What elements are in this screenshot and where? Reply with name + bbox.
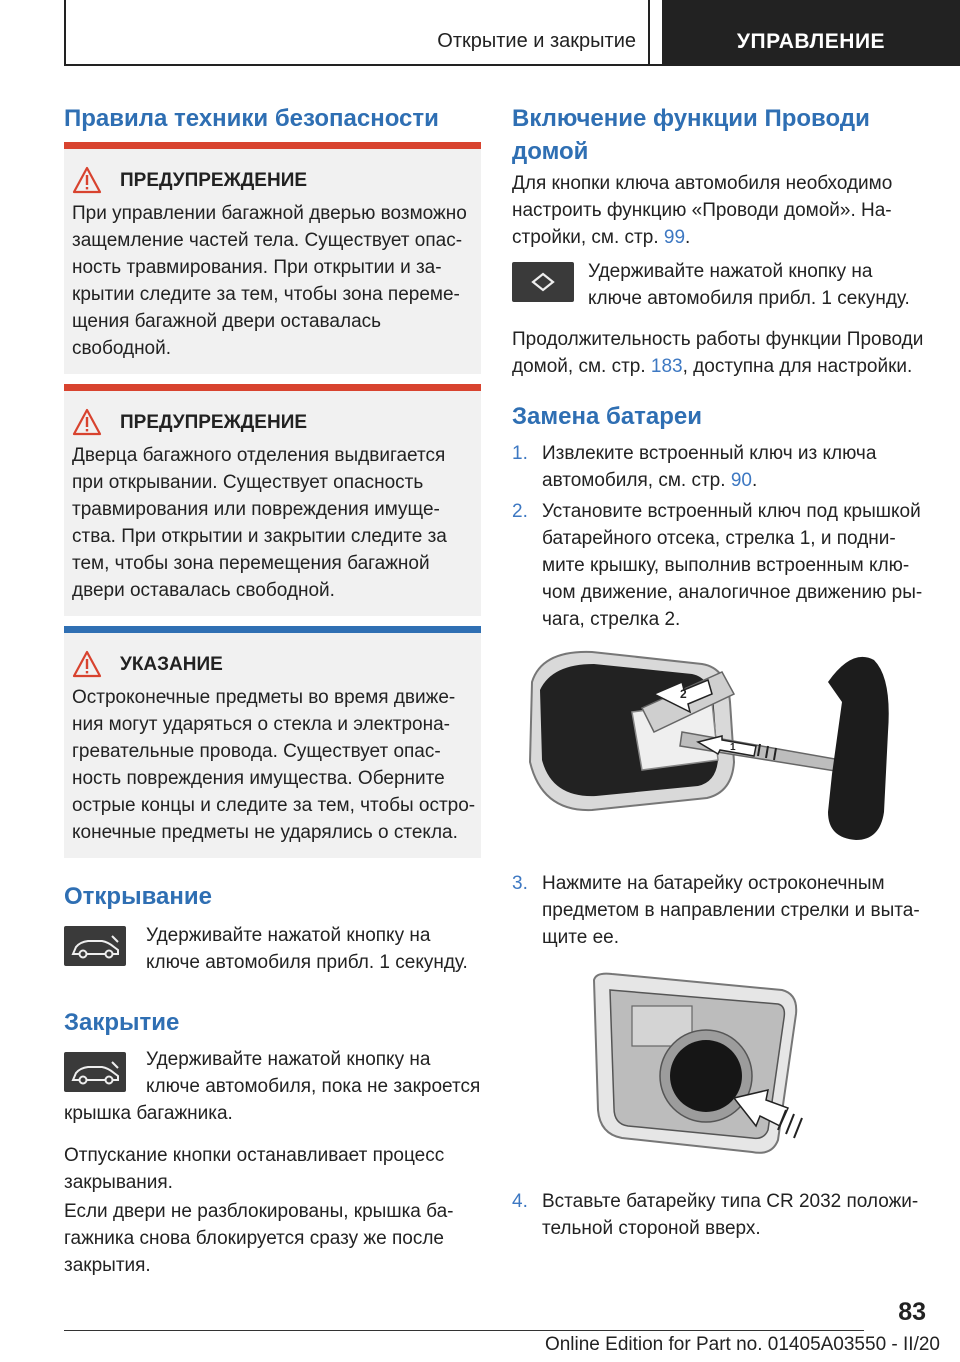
warning-triangle-icon [72,166,102,194]
page-link-183[interactable]: 183 [650,356,683,377]
closing-heading: Закрытие [64,1009,180,1036]
page-number: 83 [898,1298,926,1326]
closing-text: Удерживайте нажатой кнопку на ключе автомобиля, пока не закроется [146,1049,481,1097]
home-intro-text: Для кнопки ключа автомобиля необходимо настроить функцию «Проводи домой». На- стройки, см. стр. 99. [512,173,893,248]
car-trunk-close-icon [64,1052,126,1092]
battery-compartment-illustration [582,970,812,1160]
edition-text: Online Edition for Part no. 01405A03550 - II/20 [544,1334,940,1355]
warning-text: При управлении багажной дверью возможно защемление частей тела. Существует опас- ность травмирования. При открытии и за- крытии следите за тем, чтобы зона переме- щения багажной двери оставалась свободной. [72,203,467,359]
list-text: Нажмите на батарейку остроконечным предметом в направлении стрелки и выта- щите ее. [542,873,920,948]
header-chapter-title: УПРАВЛЕНИЕ [736,30,886,53]
car-trunk-open-icon [64,926,126,966]
list-number: 1. [512,443,528,464]
key-fob-lever-illustration [512,642,902,852]
warning-box-2 [64,384,481,616]
arrow-label: 2 [680,687,687,701]
closing-text-cont: крышка багажника. [64,1103,233,1124]
battery-heading: Замена батареи [512,403,703,430]
header-section-tab [64,0,650,66]
list-text: Извлеките встроенный ключ из ключа автомобиля, см. стр. 90. [542,443,877,491]
duration-text: Продолжительность работы функции Проводи домой, см. стр. 183, доступна для настройки. [512,329,924,377]
warning-text: Дверца багажного отделения выдвигается при открывании. Существует опасность травмирования или повреждения имуще- ства. При открытии и закрытии следите за тем, чтобы зона перемещения багажной двери оставалась свободной. [72,445,447,601]
page-link-90[interactable]: 90 [730,470,752,491]
header-rule [64,64,960,66]
warning-bar [64,142,481,149]
opening-text: Удерживайте нажатой кнопку на ключе автомобиля прибл. 1 секунду. [146,925,468,973]
warning-title: ПРЕДУПРЕЖДЕНИЕ [120,412,308,433]
list-text: Вставьте батарейку типа CR 2032 положи- тельной стороной вверх. [542,1191,919,1239]
warning-title: ПРЕДУПРЕЖДЕНИЕ [120,170,308,191]
warning-bar [64,384,481,391]
home-diamond-button-icon [512,262,574,302]
home-hold-text: Удерживайте нажатой кнопку на ключе автомобиля прибл. 1 секунду. [588,261,910,309]
list-number: 2. [512,501,528,522]
note-box [64,626,481,858]
opening-heading: Открывание [64,883,212,910]
footer-rule [64,1330,864,1331]
list-number: 3. [512,873,528,894]
unlock-text: Если двери не разблокированы, крышка ба- гажника снова блокируется сразу же после закрытия. [64,1201,454,1276]
header-section-title: Открытие и закрытие [437,30,636,52]
header-chapter-tab [662,0,960,66]
warning-triangle-icon [72,650,102,678]
list-text: Установите встроенный ключ под крышкой батарейного отсека, стрелка 1, и подни- мите крышку, выполнив встроенным клю- чом движение, аналогичное движению ры- чага, стрелка 2. [542,501,923,630]
release-text: Отпускание кнопки останавливает процесс закрывания. [64,1145,445,1193]
arrow-label: 1 [730,742,736,753]
note-text: Остроконечные предметы во время движе- ния могут ударяться о стекла и электрона- гревательные провода. Существует опас- ность повреждения имущества. Оберните острые концы и следите за тем, чтобы остро- конечные предметы не ударялись о стекла. [72,687,476,843]
warning-box-1 [64,142,481,374]
note-bar [64,626,481,633]
home-heading: Включение функции Проводи домой [512,105,870,165]
list-number: 4. [512,1191,528,1212]
page-link-99[interactable]: 99 [663,227,686,248]
warning-triangle-icon [72,408,102,436]
note-title: УКАЗАНИЕ [120,654,223,675]
safety-heading: Правила техники безопасности [64,105,439,132]
